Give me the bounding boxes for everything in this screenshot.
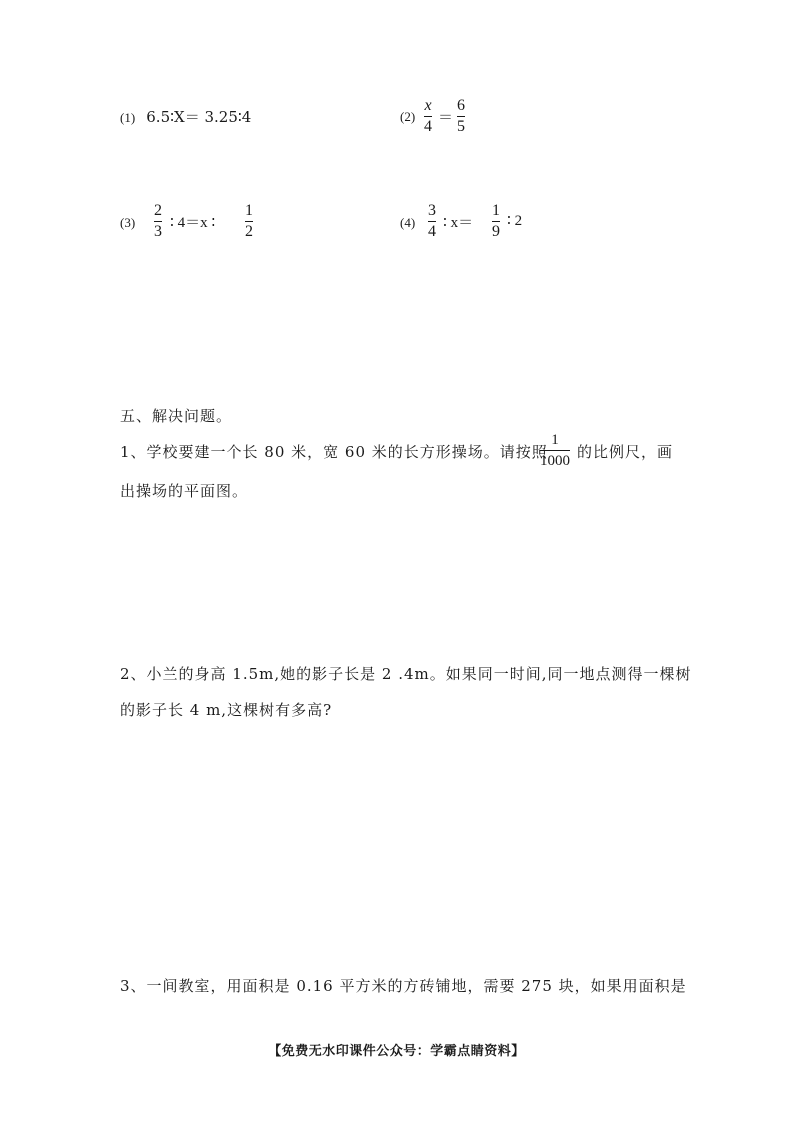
equation-label: (3)	[120, 215, 136, 230]
question-1-line-1b: 的比例尺，画	[577, 443, 674, 461]
footer-text: 【免费无水印课件公众号：学霸点睛资料】	[268, 1044, 525, 1059]
denominator: 5	[457, 118, 465, 135]
denominator: 1000	[540, 453, 570, 469]
numerator: 1	[492, 202, 500, 219]
equation-label: (4)	[400, 215, 416, 230]
denominator: 4	[424, 118, 432, 135]
equals-sign: ＝	[438, 110, 454, 126]
fraction-bar	[154, 221, 162, 222]
equation-label: (1)	[120, 110, 136, 125]
fraction-bar	[492, 221, 500, 222]
equation-text: 6.5∶X＝ 3.25∶4	[146, 108, 252, 126]
equation-1	[120, 106, 251, 127]
scale-fraction	[540, 431, 570, 470]
numerator: 2	[154, 202, 162, 219]
fraction-3-over-4	[428, 202, 436, 241]
equation-tail: ∶ 2	[507, 213, 523, 229]
fraction-1-over-2	[245, 202, 253, 241]
question-3-line-1: 3、一间教室，用面积是 0.16 平方米的方砖铺地，需要 275 块，如果用面积是	[120, 977, 687, 995]
fraction-6-over-5	[457, 97, 465, 136]
denominator: 2	[245, 223, 253, 240]
question-2-line-2: 的影子长 4 m,这棵树有多高?	[120, 701, 333, 719]
denominator: 3	[154, 223, 162, 240]
fraction-bar	[457, 116, 465, 117]
equation-2	[400, 106, 415, 125]
fraction-x-over-4	[424, 97, 432, 136]
denominator: 9	[492, 223, 500, 240]
fraction-bar	[245, 221, 253, 222]
fraction-2-over-3	[154, 202, 162, 241]
equation-middle: ∶ x＝	[443, 215, 474, 231]
numerator: 1	[245, 202, 253, 219]
equation-3	[120, 212, 135, 231]
question-1-line-1a: 1、学校要建一个长 80 米，宽 60 米的长方形操场。请按照	[120, 443, 548, 461]
fraction-1-over-9	[492, 202, 500, 241]
equation-4	[400, 212, 415, 231]
numerator: x	[424, 97, 432, 114]
equation-label: (2)	[400, 109, 416, 124]
fraction-bar	[540, 450, 570, 451]
numerator: 6	[457, 97, 465, 114]
question-1-line-2: 出操场的平面图。	[120, 482, 249, 500]
section-heading: 五、解决问题。	[120, 407, 233, 425]
question-2-line-1: 2、小兰的身高 1.5m,她的影子长是 2 .4m。如果同一时间,同一地点测得一棵树	[120, 665, 692, 683]
denominator: 4	[428, 223, 436, 240]
numerator: 1	[551, 432, 559, 448]
fraction-bar	[424, 116, 432, 117]
numerator: 3	[428, 202, 436, 219]
fraction-bar	[428, 221, 436, 222]
equation-middle: ∶ 4＝x ∶	[170, 215, 216, 231]
